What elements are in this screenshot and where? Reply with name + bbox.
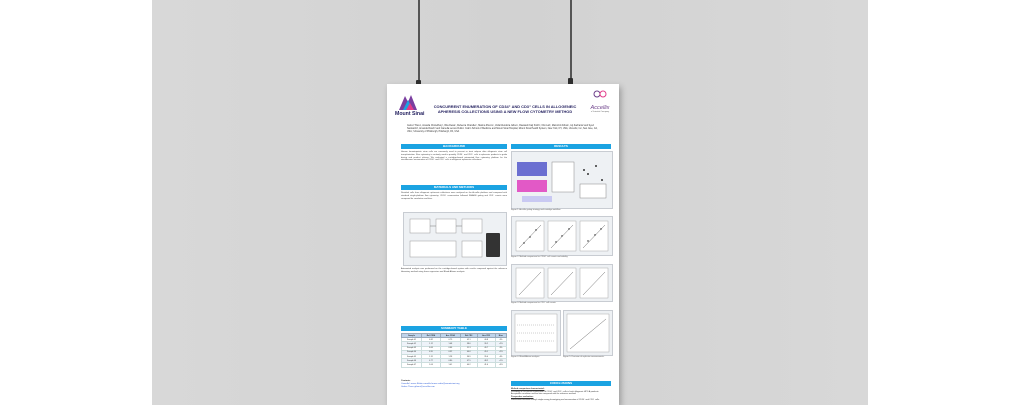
- accellix-tagline: a Scientist Company: [590, 111, 610, 113]
- table-cell: Sample 02: [402, 342, 422, 346]
- mount-sinai-logo-icon: [397, 90, 419, 112]
- table-cell: 1.31: [422, 354, 441, 358]
- table-cell: Sample 06: [402, 359, 422, 363]
- table-cell: 36.9: [460, 354, 477, 358]
- gating-figure-icon: [512, 152, 612, 208]
- table-cell: 0.66: [440, 346, 460, 350]
- table-cell: +3%: [495, 363, 506, 367]
- table-cell: 1.28: [440, 354, 460, 358]
- table-cell: 41.6: [477, 363, 495, 367]
- conclusion-item: Acceptable correlation and low bias compared with the reference method.: [511, 393, 577, 396]
- poster-title: CONCURRENT ENUMERATION OF CD34⁺ AND CD3⁺ CELLS IN ALLOGENEIC APHERESIS COLLECTIONS USING A NEW FLOW CYTOMETRY METHOD: [433, 104, 577, 114]
- hanging-wire-left: [418, 0, 420, 84]
- summary-table: [401, 333, 507, 368]
- table-cell: 1.01: [440, 363, 460, 367]
- table-header-cell: Ref CD3: [460, 334, 477, 338]
- figure-3-caption: Figure 3: Method comparison for CD3⁺ cell counts.: [511, 302, 557, 304]
- conclusions-label-2: Prospective evaluation:: [511, 396, 534, 399]
- contacts-label: Contacts: [401, 380, 411, 382]
- table-cell: 0.82: [422, 338, 441, 342]
- scatter-panels-icon: [512, 217, 612, 255]
- table-cell: 39.2: [477, 342, 495, 346]
- table-cell: 1.04: [422, 363, 441, 367]
- section-header-results: RESULTS: [511, 144, 611, 149]
- section-header-methods: MATERIALS AND METHODS: [401, 185, 507, 190]
- figure-4-caption: Figure 4: Bland-Altman analysis.: [511, 356, 540, 358]
- table-cell: 51.3: [460, 346, 477, 350]
- conclusion-item: Feasibility of concurrent enumeration of CD34⁺ and CD3⁺ cells in fresh allogeneic HPC-A products.: [511, 390, 599, 393]
- precision-plot-icon: [564, 311, 612, 355]
- table-cell: Sample 07: [402, 363, 422, 367]
- table-header-cell: Bias: [495, 334, 506, 338]
- contacts-block: [401, 380, 507, 389]
- poster-authors: [407, 125, 603, 134]
- conclusions-block: [511, 388, 611, 402]
- accellix-logo: [585, 86, 615, 113]
- table-cell: +2%: [495, 350, 506, 354]
- results-figure-3: [511, 264, 613, 302]
- table-cell: -3%: [495, 346, 506, 350]
- table-cell: 49.7: [477, 346, 495, 350]
- table-cell: Sample 05: [402, 354, 422, 358]
- author-list: Gulrez Tharu¹, Ananda Chowdhury¹, Rita Desai¹, Rebecca Chandler¹, Marina Zhurov¹, Vella Mendoza Jullien¹, Rawsanli Kaji Smith¹, Nilo Lall¹, Mamdi Al Alhout¹, Liji Zacharia³ and Syed Sankarshi³, Amanda Rosch³ and Camella Leroux Rubio¹: [407, 125, 594, 130]
- methods-text-continued: Automated analysis was performed on the cartridge-based system with results compared against the reference laboratory method using linear regression and Bland-Altman analysis.: [401, 268, 507, 273]
- table-cell: -4%: [495, 354, 506, 358]
- table-cell: 47.5: [460, 359, 477, 363]
- research-poster: [387, 84, 619, 405]
- results-figure-2: [511, 216, 613, 256]
- table-cell: +1%: [495, 359, 506, 363]
- methods-workflow-figure: [403, 212, 507, 266]
- conclusions-label-1: Method comparison demonstrated:: [511, 388, 545, 390]
- table-cell: Sample 01: [402, 338, 422, 342]
- poster-header: [387, 84, 619, 140]
- conclusion-item: Streamlined workflow through single-assay phenotyping and enumeration of CD34⁺ and CD3⁺ cells.: [511, 398, 600, 401]
- table-cell: 35.4: [477, 354, 495, 358]
- bland-altman-icon: [512, 311, 560, 355]
- table-cell: 38.6: [460, 342, 477, 346]
- table-cell: 0.95: [422, 350, 441, 354]
- section-header-summary: SUMMARY TABLE: [401, 326, 507, 331]
- table-row: [402, 363, 507, 367]
- table-cell: +2%: [495, 342, 506, 346]
- results-figure-5: [563, 310, 613, 356]
- table-cell: -3%: [495, 338, 506, 342]
- table-cell: 42.1: [460, 338, 477, 342]
- table-cell: 1.12: [422, 342, 441, 346]
- table-cell: 1.08: [440, 342, 460, 346]
- table-cell: 0.64: [422, 346, 441, 350]
- table-cell: 40.2: [460, 363, 477, 367]
- figure-1-caption: Figure 1: Accellix gating strategy and cartridge workflow.: [511, 209, 561, 211]
- table-cell: 0.79: [440, 338, 460, 342]
- results-figure-4: [511, 310, 561, 356]
- table-header-cell: Sample: [402, 334, 422, 338]
- accellix-mark-icon: [593, 89, 607, 99]
- table-cell: 44.0: [460, 350, 477, 354]
- scatter-panels-2-icon: [512, 265, 612, 301]
- accellix-wordmark: Accellix: [590, 105, 610, 111]
- affiliation-list: ¹Icahn School of Medicine and Mount Sinai Hospital, Mount Sinai Health System, New York, NY, USA; ²Accellix, Inc, San Jose, CA, USA; ³University of Pittsburgh, Pittsburgh, PA, USA: [407, 127, 598, 133]
- table-cell: 40.8: [477, 338, 495, 342]
- table-cell: 45.1: [477, 350, 495, 354]
- figure-5-caption: Figure 5: Precision of replicate measurements.: [563, 356, 605, 358]
- methods-text: Residual cells from allogeneic apheresis collections were analyzed on the Accellix platform and compared with standard single-platform flow cytometry. CD34⁺ enumeration followed ISHAGE gating and CD3⁺ counts were compared for correlation and bias.: [401, 192, 507, 200]
- table-cell: Sample 04: [402, 350, 422, 354]
- results-figure-1: [511, 151, 613, 209]
- figure-2-caption: Figure 2: Method comparison for CD34⁺ cell counts and viability.: [511, 256, 569, 258]
- table-header-cell: Acc CD34: [440, 334, 460, 338]
- table-cell: 48.2: [477, 359, 495, 363]
- table-header-cell: Ref CD34: [422, 334, 441, 338]
- background-text: Human hematopoietic stem cells are commonly used to prevent or treat relapse after allogeneic stem cell transplantation. Flow cytometry is routinely used to quantify CD34⁺ and CD3⁺ cells in apheresis products to guide dosing and product release. We evaluated a cartridge-based automated flow cytometry platform for the simultaneous enumeration of CD34⁺ and CD3⁺ cells in allogeneic apheresis collections.: [401, 151, 507, 162]
- mount-sinai-wordmark: Mount Sinai: [395, 111, 425, 117]
- hanging-wire-right: [570, 0, 572, 80]
- table-header-cell: Acc CD3: [477, 334, 495, 338]
- workflow-diagram-icon: [404, 213, 506, 265]
- table-cell: 0.80: [440, 359, 460, 363]
- section-header-conclusions: CONCLUSIONS: [511, 381, 611, 386]
- section-header-background: BACKGROUND: [401, 144, 507, 149]
- table-cell: Sample 03: [402, 346, 422, 350]
- contact-link-2[interactable]: Gulrez Tharu gtharu@accellix.com: [401, 386, 435, 388]
- contact-link-1[interactable]: Camella Leroux Rubio camella.leroux-rubio@mountsinai.org: [401, 383, 460, 385]
- table-cell: 0.77: [422, 359, 441, 363]
- table-cell: 0.92: [440, 350, 460, 354]
